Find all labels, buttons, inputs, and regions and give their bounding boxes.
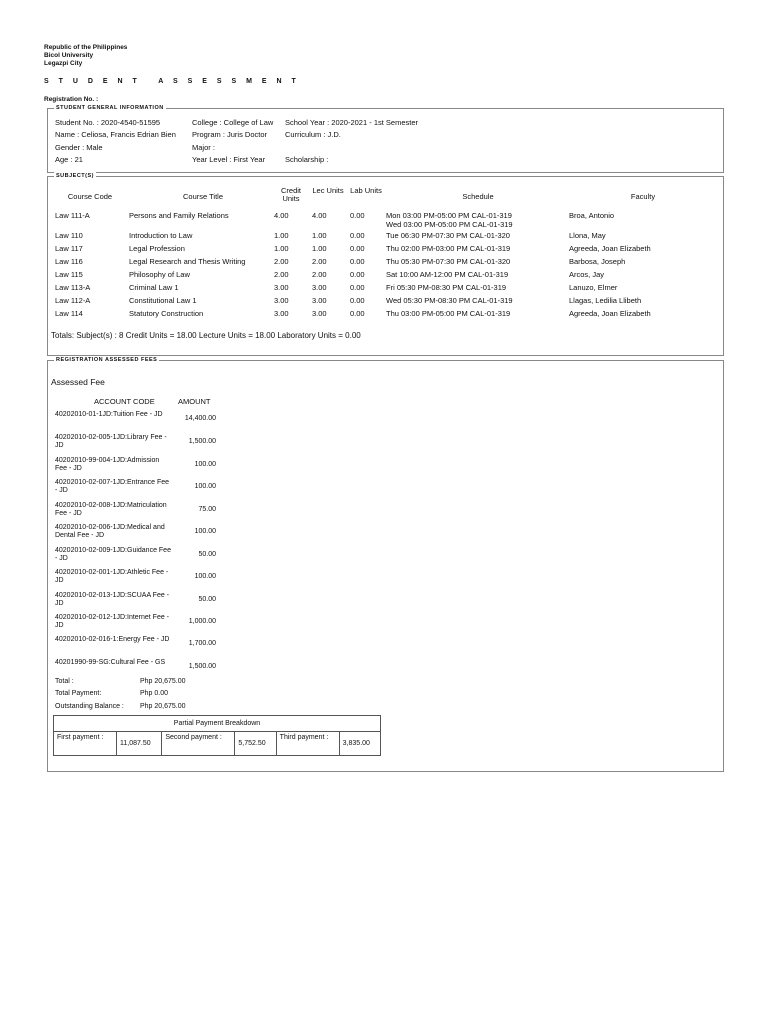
fee-account-code: 40202010-01-1JD:Tuition Fee - JD xyxy=(55,411,163,418)
lec-units: 3.00 xyxy=(312,309,327,318)
fee-account-code: 40202010-02-001-1JD:Athletic Fee - JD xyxy=(55,569,169,584)
fee-amount: 1,000.00 xyxy=(188,618,216,625)
fee-amount: 50.00 xyxy=(198,551,216,558)
fee-account-code: 40202010-02-007-1JD:Entrance Fee - JD xyxy=(55,479,170,494)
header-schedule: Schedule xyxy=(462,192,494,201)
page-title: S T U D E N T A S S E S S M E N T xyxy=(44,78,300,85)
schedule: Wed 05:30 PM-08:30 PM CAL-01-319 xyxy=(386,296,513,305)
fee-amount: 100.00 xyxy=(194,461,216,468)
fee-account-code: 40202010-02-009-1JD:Guidance Fee - JD xyxy=(55,547,171,562)
gender: Gender : Male xyxy=(55,143,103,152)
credit-units: 1.00 xyxy=(274,231,289,240)
faculty: Llona, May xyxy=(569,231,606,240)
subjects-section xyxy=(47,173,724,356)
course-title: Legal Profession xyxy=(129,244,185,253)
country-label: Republic of the Philippines xyxy=(44,44,128,51)
faculty: Agreeda, Joan Elizabeth xyxy=(569,309,651,318)
course-code: Law 117 xyxy=(55,244,83,253)
total-payment-value: Php 0.00 xyxy=(140,690,169,697)
schedule: Tue 06:30 PM-07:30 PM CAL-01-320 xyxy=(386,231,510,240)
schedule: Thu 03:00 PM-05:00 PM CAL-01-319 xyxy=(386,309,511,318)
header-faculty: Faculty xyxy=(630,192,656,201)
course-title: Legal Research and Thesis Writing xyxy=(129,257,246,266)
credit-units: 3.00 xyxy=(274,283,289,292)
fee-amount: 50.00 xyxy=(198,596,216,603)
credit-units: 1.00 xyxy=(274,244,289,253)
lab-units: 0.00 xyxy=(350,296,365,305)
lec-units: 1.00 xyxy=(312,231,327,240)
balance-value: Php 20,675.00 xyxy=(140,703,186,710)
credit-units: 4.00 xyxy=(274,211,289,220)
fee-amount: 100.00 xyxy=(194,573,216,580)
fee-account-code: 40202010-02-012-1JD:Internet Fee - JD xyxy=(55,614,170,629)
curriculum: Curriculum : J.D. xyxy=(285,130,341,139)
school-year: School Year : 2020-2021 - 1st Semester xyxy=(285,118,419,127)
amount-header: AMOUNT xyxy=(178,397,211,406)
partial-payment-table xyxy=(53,715,381,756)
general-info-section xyxy=(47,105,724,173)
third-payment-label: Third payment : xyxy=(276,732,339,756)
fee-account-code: 40202010-02-006-1JD:Medical and Dental Fee - JD xyxy=(55,524,165,539)
schedule-second-line: Wed 03:00 PM-05:00 PM CAL-01-319 xyxy=(386,220,513,229)
first-payment-label: First payment : xyxy=(54,732,117,756)
fee-account-code: 40202010-99-004-1JD:Admission Fee - JD xyxy=(55,457,160,472)
faculty: Agreeda, Joan Elizabeth xyxy=(569,244,651,253)
fee-account-code: 40201990-99-SG:Cultural Fee - GS xyxy=(55,659,166,666)
fee-amount: 1,500.00 xyxy=(188,438,216,445)
course-code: Law 110 xyxy=(55,231,83,240)
schedule: Fri 05:30 PM-08:30 PM CAL-01-319 xyxy=(386,283,507,292)
fee-account-code: 40202010-02-016-1:Energy Fee - JD xyxy=(55,636,170,643)
registration-no: Registration No. : xyxy=(44,96,99,103)
scholarship: Scholarship : xyxy=(285,155,329,164)
course-title: Constitutional Law 1 xyxy=(129,296,197,305)
total-value: Php 20,675.00 xyxy=(140,678,186,685)
student-name: Name : Celiosa, Francis Edrian Bien xyxy=(55,130,176,139)
credit-units: 3.00 xyxy=(274,296,289,305)
faculty: Arcos, Jay xyxy=(569,270,605,279)
age: Age : 21 xyxy=(55,155,83,164)
account-code-header: ACCOUNT CODE xyxy=(94,397,155,406)
course-code: Law 111-A xyxy=(55,211,90,220)
partial-payment-title: Partial Payment Breakdown xyxy=(54,716,381,732)
year-level: Year Level : First Year xyxy=(192,155,266,164)
lec-units: 2.00 xyxy=(312,270,327,279)
lec-units: 1.00 xyxy=(312,244,327,253)
lec-units: 4.00 xyxy=(312,211,327,220)
faculty: Broa, Antonio xyxy=(569,211,615,220)
course-code: Law 116 xyxy=(55,257,83,266)
header-lec-units: Lec Units xyxy=(312,186,344,195)
course-title: Introduction to Law xyxy=(129,231,193,240)
schedule: Sat 10:00 AM-12:00 PM CAL-01-319 xyxy=(386,270,509,279)
faculty: Barbosa, Joseph xyxy=(569,257,626,266)
course-code: Law 112-A xyxy=(55,296,91,305)
first-payment-value: 11,087.50 xyxy=(117,732,162,756)
city-label: Legazpi City xyxy=(44,60,83,67)
credit-units: 2.00 xyxy=(274,257,289,266)
course-title: Philosophy of Law xyxy=(129,270,190,279)
course-code: Law 115 xyxy=(55,270,83,279)
course-code: Law 114 xyxy=(55,309,83,318)
program: Program : Juris Doctor xyxy=(192,130,268,139)
lab-units: 0.00 xyxy=(350,257,365,266)
header-lab-units: Lab Units xyxy=(350,186,382,195)
lab-units: 0.00 xyxy=(350,309,365,318)
lab-units: 0.00 xyxy=(350,211,365,220)
faculty: Lanuzo, Elmer xyxy=(569,283,618,292)
schedule: Thu 05:30 PM-07:30 PM CAL-01-320 xyxy=(386,257,511,266)
lab-units: 0.00 xyxy=(350,244,365,253)
fee-amount: 100.00 xyxy=(194,528,216,535)
course-title: Persons and Family Relations xyxy=(129,211,229,220)
fee-account-code: 40202010-02-005-1JD:Library Fee - JD xyxy=(55,434,167,449)
schedule: Mon 03:00 PM-05:00 PM CAL-01-319 xyxy=(386,211,512,220)
lec-units: 3.00 xyxy=(312,283,327,292)
fees-legend: REGISTRATION ASSESSED FEES xyxy=(56,357,158,363)
subjects-legend: SUBJECT(S) xyxy=(56,173,95,179)
third-payment-value: 3,835.00 xyxy=(339,732,380,756)
lab-units: 0.00 xyxy=(350,231,365,240)
faculty: Llagas, Ledilia Llibeth xyxy=(569,296,642,305)
general-info-legend: STUDENT GENERAL INFORMATION xyxy=(56,105,164,111)
header-course-code: Course Code xyxy=(67,192,113,201)
fee-account-code: 40202010-02-013-1JD:SCUAA Fee - JD xyxy=(55,592,170,607)
lab-units: 0.00 xyxy=(350,270,365,279)
college: College : College of Law xyxy=(192,118,274,127)
credit-units: 3.00 xyxy=(274,309,289,318)
second-payment-label: Second payment : xyxy=(162,732,235,756)
schedule: Thu 02:00 PM-03:00 PM CAL-01-319 xyxy=(386,244,511,253)
university-label: Bicol University xyxy=(44,52,94,59)
lec-units: 3.00 xyxy=(312,296,327,305)
balance-label: Outstanding Balance : xyxy=(55,703,124,710)
credit-units: 2.00 xyxy=(274,270,289,279)
total-label: Total : xyxy=(55,678,74,685)
course-code: Law 113-A xyxy=(55,283,91,292)
assessed-fee-heading: Assessed Fee xyxy=(51,377,105,387)
header-course-title: Course Title xyxy=(182,192,224,201)
fee-amount: 1,500.00 xyxy=(188,663,216,670)
fee-account-code: 40202010-02-008-1JD:Matriculation Fee - JD xyxy=(55,502,167,517)
total-payment-label: Total Payment: xyxy=(55,690,102,697)
course-title: Statutory Construction xyxy=(129,309,204,318)
fees-section xyxy=(47,357,724,772)
fee-amount: 1,700.00 xyxy=(188,640,216,647)
fee-amount: 14,400.00 xyxy=(184,415,216,422)
major: Major : xyxy=(192,143,215,152)
lec-units: 2.00 xyxy=(312,257,327,266)
student-no: Student No. : 2020-4540-51595 xyxy=(55,118,161,127)
fee-amount: 100.00 xyxy=(194,483,216,490)
course-title: Criminal Law 1 xyxy=(129,283,179,292)
header-credit-units: Credit Units xyxy=(280,186,301,203)
fee-amount: 75.00 xyxy=(198,506,216,513)
second-payment-value: 5,752.50 xyxy=(235,732,276,756)
lab-units: 0.00 xyxy=(350,283,365,292)
subjects-totals: Totals: Subject(s) : 8 Credit Units = 18.00 Lecture Units = 18.00 Laboratory Units = 0.00 xyxy=(51,331,361,340)
